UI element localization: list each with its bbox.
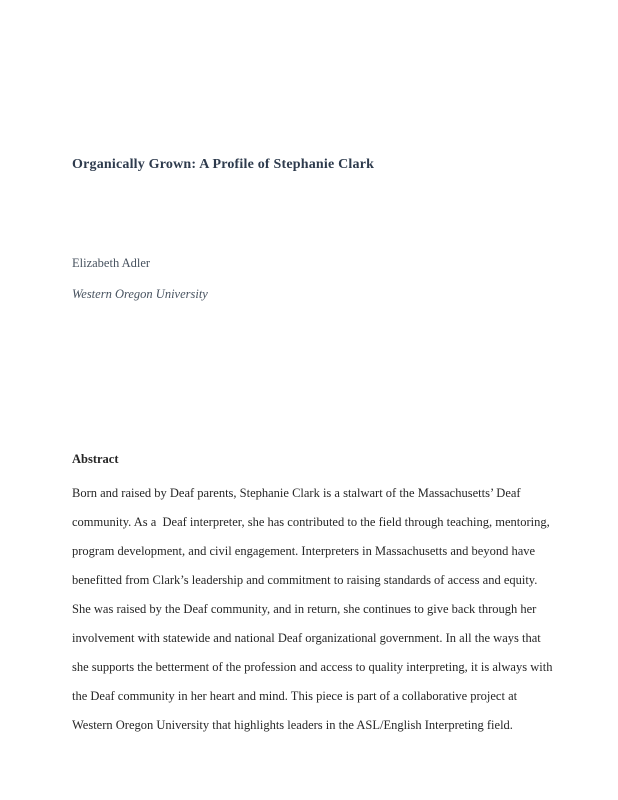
abstract-line: Born and raised by Deaf parents, Stephanie Clark is a stalwart of the Massachusetts’ Deaf <box>72 486 521 500</box>
abstract-line: the Deaf community in her heart and mind. This piece is part of a collaborative project at <box>72 689 518 703</box>
abstract-line: benefitted from Clark’s leadership and commitment to raising standards of access and equity. <box>72 573 538 587</box>
abstract-line: involvement with statewide and national Deaf organizational government. In all the ways that <box>72 631 541 645</box>
abstract-heading: Abstract <box>72 452 119 466</box>
abstract-paragraph <box>72 479 564 740</box>
abstract-line: she supports the betterment of the profession and access to quality interpreting, it is always with <box>72 660 553 674</box>
author-name: Elizabeth Adler <box>72 256 151 270</box>
abstract-line: community. As a Deaf interpreter, she has contributed to the field through teaching, mentoring, <box>72 515 550 529</box>
paper-title: Organically Grown: A Profile of Stephanie Clark <box>72 157 375 172</box>
author-affiliation: Western Oregon University <box>72 287 208 301</box>
abstract-line: program development, and civil engagement. Interpreters in Massachusetts and beyond have <box>72 544 536 558</box>
abstract-line: She was raised by the Deaf community, and in return, she continues to give back through her <box>72 602 537 616</box>
abstract-line: Western Oregon University that highlights leaders in the ASL/English Interpreting field. <box>72 718 513 732</box>
